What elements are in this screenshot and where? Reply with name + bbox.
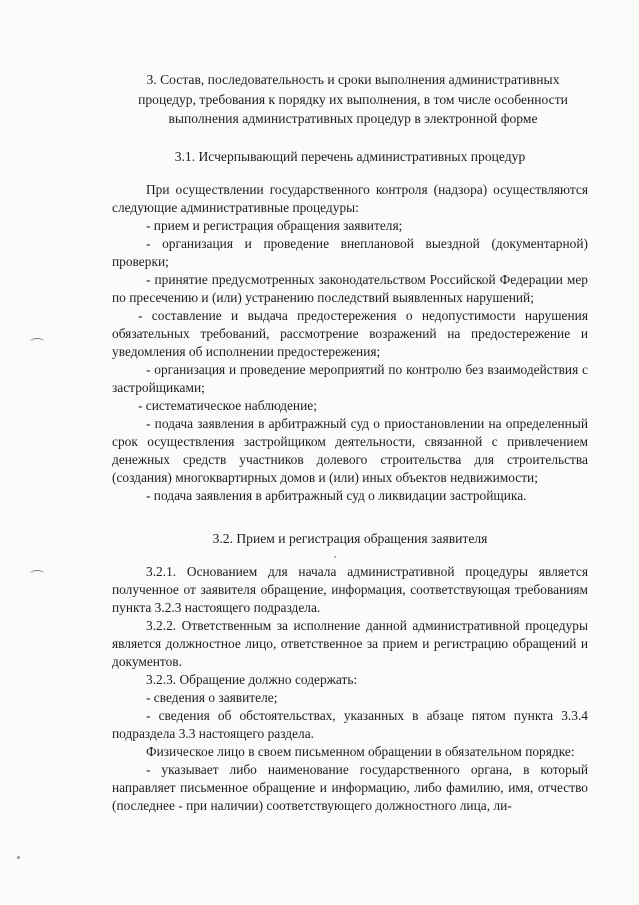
list-item: - систематическое наблюдение; <box>138 398 317 413</box>
list-item: - организация и проведение внеплановой выездной (документарной) проверки; <box>112 236 588 269</box>
paragraph: 3.2.1. Основанием для начала административной процедуры является полученное от заявителя обращение, информация, соответствующая требованиям пункта 3.2.3 настоящего подраздела. <box>112 564 588 615</box>
list-item: - указывает либо наименование государственного органа, в который направляет письменное обращение и информацию, либо фамилию, имя, отчество (последнее - при наличии) соответствующего должностного лица, ли- <box>112 762 588 813</box>
section-3-1-body <box>112 181 588 505</box>
paragraph: 3.2.3. Обращение должно содержать: <box>146 672 358 687</box>
scan-speck <box>334 556 336 558</box>
list-item: - организация и проведение мероприятий по контролю без взаимодействия с застройщиками; <box>112 362 588 395</box>
list-item: - сведения о заявителе; <box>146 690 278 705</box>
paragraph: 3.2.2. Ответственным за исполнение данной административной процедуры является должностное лицо, ответственное за прием и регистрацию обращений и документов. <box>112 618 588 669</box>
list-item: - подача заявления в арбитражный суд о приостановлении на определенный срок осуществления застройщиком деятельности, связанной с привлечением денежных средств участников долевого строительства для строительства (создания) многоквартирных домов и (или) иных объектов недвижимости; <box>112 416 588 485</box>
scan-speck <box>17 856 20 859</box>
section-3-2-body <box>112 563 588 815</box>
list-item: - составление и выдача предостережения о недопустимости нарушения обязательных требований, рассмотрение возражений на предостережение и уведомления об исполнении предостережения; <box>112 308 588 359</box>
list-item: - подача заявления в арбитражный суд о ликвидации застройщика. <box>146 488 527 503</box>
section-3-heading: 3. Состав, последовательность и сроки выполнения административных процедур, требования к порядку их выполнения, в том числе особенности выполнения административных процедур в электронной форме <box>138 72 568 126</box>
paragraph: Физическое лицо в своем письменном обращении в обязательном порядке: <box>146 744 575 759</box>
section-3-2-heading: 3.2. Прием и регистрация обращения заявителя <box>212 531 488 546</box>
list-item: - принятие предусмотренных законодательством Российской Федерации мер по пресечению и (или) устранению последствий выявленных нарушений; <box>112 272 588 305</box>
scan-hole-mark <box>30 338 44 345</box>
section-3-1-heading: 3.1. Исчерпывающий перечень административных процедур <box>174 149 526 164</box>
list-item: - прием и регистрация обращения заявителя; <box>146 218 403 233</box>
paragraph: При осуществлении государственного контроля (надзора) осуществляются следующие административные процедуры: <box>112 182 588 215</box>
scan-hole-mark <box>30 570 44 577</box>
list-item: - сведения об обстоятельствах, указанных в абзаце пятом пункта 3.3.4 подраздела 3.3 настоящего раздела. <box>112 708 588 741</box>
